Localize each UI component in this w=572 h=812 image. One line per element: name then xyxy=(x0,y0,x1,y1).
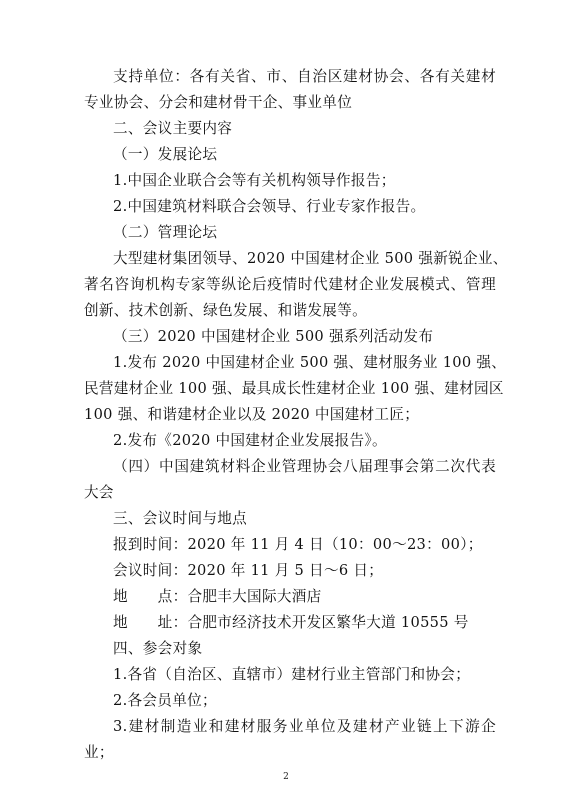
subsection-heading-council-meeting-line-1: （四）中国建筑材料企业管理协会八届理事会第二次代表 xyxy=(113,458,496,475)
subsection-heading-development-forum: （一）发展论坛 xyxy=(113,146,218,163)
subsection-heading-management-forum: （二）管理论坛 xyxy=(113,224,218,241)
management-forum-paragraph-line-3: 创新、技术创新、绿色发展、和谐发展等。 xyxy=(84,302,367,319)
subsection-heading-council-meeting-line-2: 大会 xyxy=(84,484,114,501)
participants-item-3-line-1: 3.建材制造业和建材服务业单位及建材产业链上下游企 xyxy=(113,718,496,735)
development-forum-item-1: 1.中国企业联合会等有关机构领导作报告； xyxy=(113,172,396,189)
top500-release-item-1-line-2: 民营建材企业 100 强、最具成长性建材企业 100 强、建材园区 xyxy=(84,380,504,397)
participants-item-2: 2.各会员单位； xyxy=(113,692,217,709)
registration-time: 报到时间：2020 年 11 月 4 日（10：00～23：00）； xyxy=(113,536,483,553)
support-units-line-1: 支持单位：各有关省、市、自治区建材协会、各有关建材 xyxy=(113,68,496,85)
top500-release-item-1-line-3: 100 强、和谐建材企业以及 2020 中国建材工匠； xyxy=(84,406,420,423)
section-heading-meeting-content: 二、会议主要内容 xyxy=(113,120,233,137)
participants-item-1: 1.各省（自治区、直辖市）建材行业主管部门和协会； xyxy=(113,666,471,683)
top500-release-item-1-line-1: 1.发布 2020 中国建材企业 500 强、建材服务业 100 强、 xyxy=(113,354,507,371)
document-body xyxy=(84,64,508,766)
support-units-line-2: 专业协会、分会和建材骨干企、事业单位 xyxy=(84,94,353,111)
section-heading-participants: 四、参会对象 xyxy=(113,640,203,657)
page-number: 2 xyxy=(283,772,289,782)
management-forum-paragraph-line-2: 著名咨询机构专家等纵论后疫情时代建材企业发展模式、管理 xyxy=(84,276,496,293)
participants-item-3-line-2: 业； xyxy=(84,744,114,761)
subsection-heading-top500-release: （三）2020 中国建材企业 500 强系列活动发布 xyxy=(113,328,434,345)
meeting-venue: 地 点：合肥丰大国际大酒店 xyxy=(113,588,322,605)
meeting-time: 会议时间：2020 年 11 月 5 日～6 日； xyxy=(113,562,384,579)
top500-release-item-2: 2.发布《2020 中国建材企业发展报告》。 xyxy=(113,432,387,449)
management-forum-paragraph-line-1: 大型建材集团领导、2020 中国建材企业 500 强新锐企业、 xyxy=(113,250,508,267)
development-forum-item-2: 2.中国建筑材料联合会领导、行业专家作报告。 xyxy=(113,198,426,215)
section-heading-time-and-place: 三、会议时间与地点 xyxy=(113,510,248,527)
meeting-address: 地 址：合肥市经济技术开发区繁华大道 10555 号 xyxy=(113,614,469,631)
